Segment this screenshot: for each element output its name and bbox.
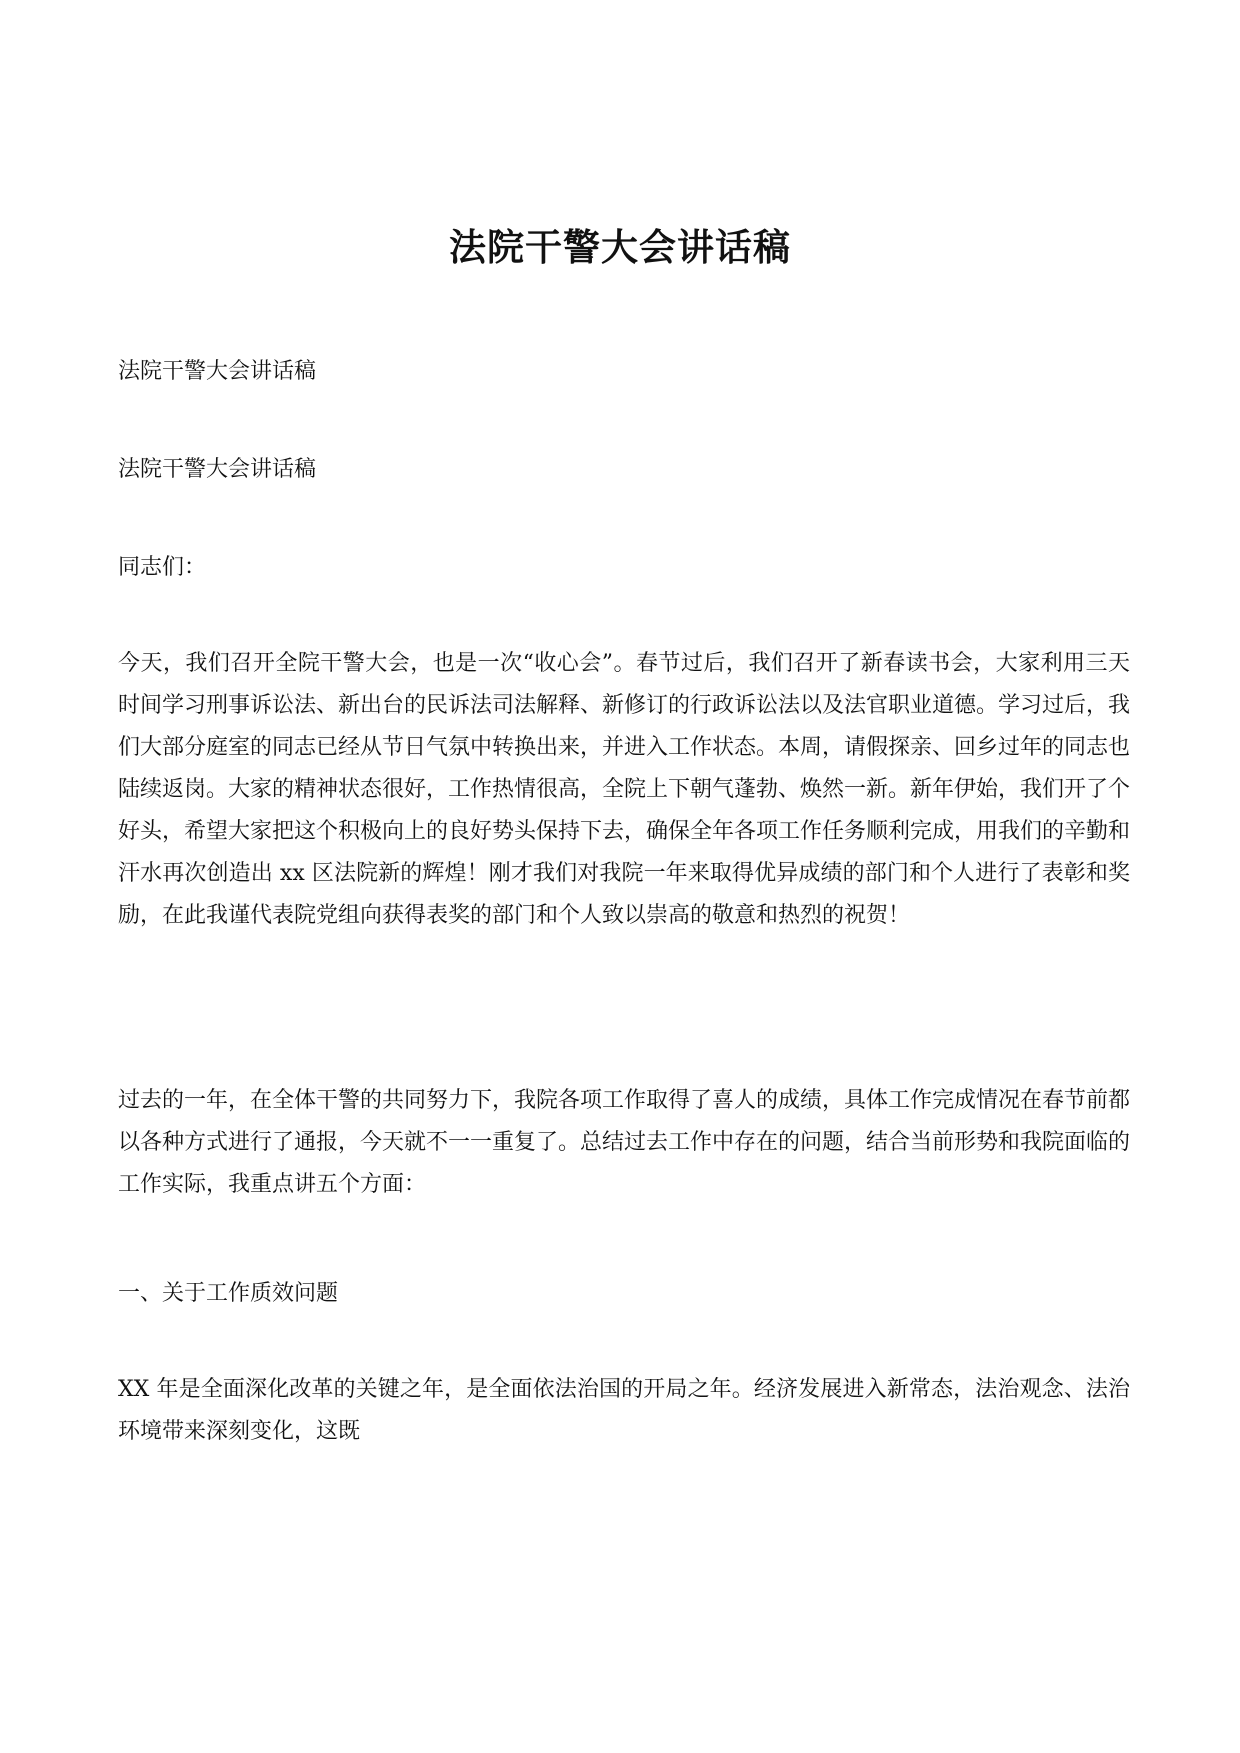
document-subtitle-1: 法院干警大会讲话稿 (118, 359, 317, 384)
greeting: 同志们： (118, 555, 207, 580)
document-title: 法院干警大会讲话稿 (449, 225, 791, 269)
document-subtitle-2: 法院干警大会讲话稿 (118, 457, 317, 482)
paragraph-review: 过去的一年，在全体干警的共同努力下，我院各项工作取得了喜人的成绩，具体工作完成情况在春节前都以各种方式进行了通报，今天就不一一重复了。总结过去工作中存在的问题，结合当前形势和我院面临的工作实际，我重点讲五个方面： (118, 1088, 1131, 1197)
section-paragraph-1: XX 年是全面深化改革的关键之年，是全面依法治国的开局之年。经济发展进入新常态，法治观念、法治环境带来深刻变化，这既 (118, 1377, 1130, 1444)
paragraph-opening: 今天，我们召开全院干警大会，也是一次“收心会”。春节过后，我们召开了新春读书会，大家利用三天时间学习刑事诉讼法、新出台的民诉法司法解释、新修订的行政诉讼法以及法官职业道德。学习过后，我们大部分庭室的同志已经从节日气氛中转换出来，并进入工作状态。本周，请假探亲、回乡过年的同志也陆续返岗。大家的精神状态很好，工作热情很高，全院上下朝气蓬勃、焕然一新。新年伊始，我们开了个好头，希望大家把这个积极向上的良好势头保持下去，确保全年各项工作任务顺利完成，用我们的辛勤和汗水再次创造出 xx 区法院新的辉煌！刚才我们对我院一年来取得优异成绩的部门和个人进行了表彰和奖励，在此我谨代表院党组向获得表奖的部门和个人致以崇高的敬意和热烈的祝贺！ (118, 651, 1131, 928)
section-heading-1: 一、关于工作质效问题 (118, 1281, 339, 1306)
